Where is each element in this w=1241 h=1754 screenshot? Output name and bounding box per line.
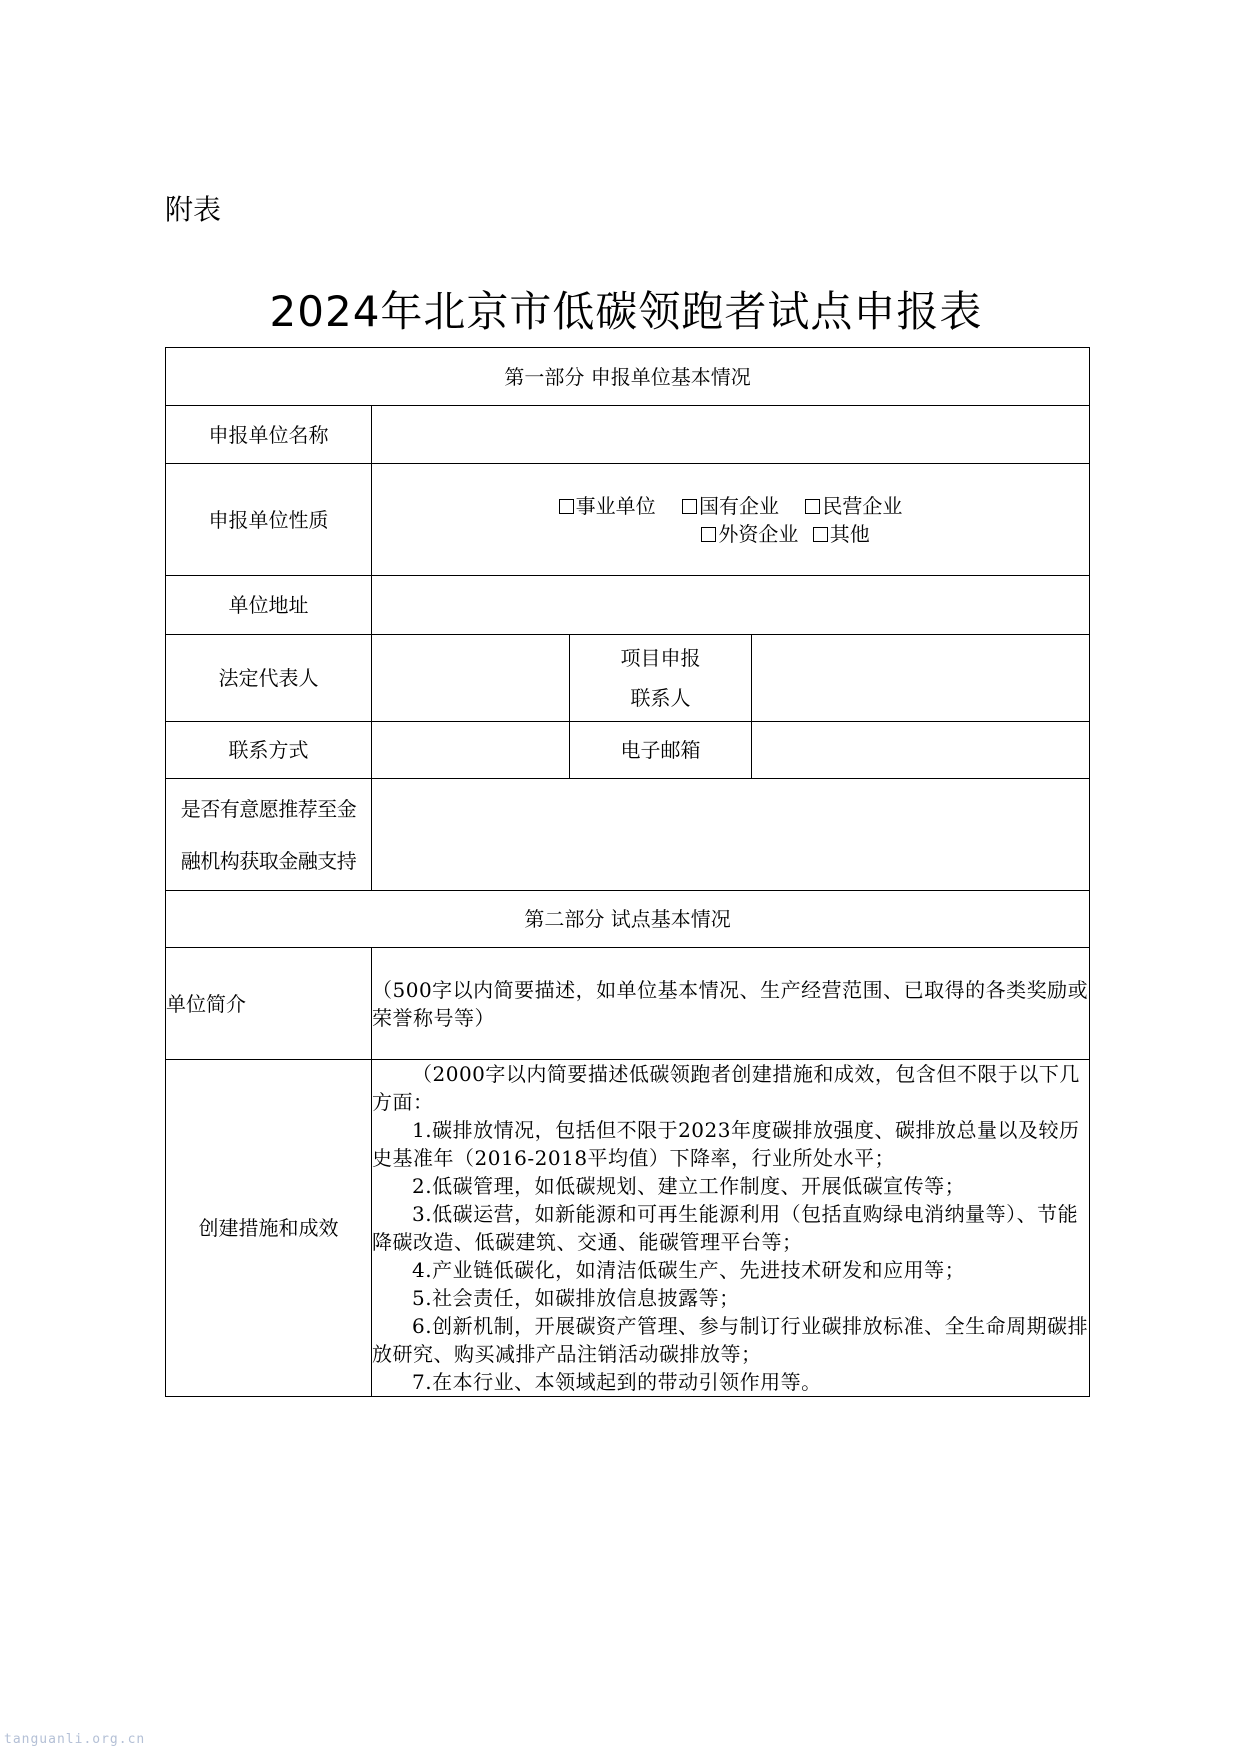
measures-item-1: 1.碳排放情况，包括但不限于2023年度碳排放强度、碳排放总量以及较历史基准年（2016-2018平均值）下降率，行业所处水平； bbox=[372, 1118, 1080, 1170]
option-label: 国有企业 bbox=[699, 493, 780, 518]
intro-label: 单位简介 bbox=[166, 948, 372, 1060]
section1-row bbox=[166, 348, 1090, 406]
intro-row bbox=[166, 948, 1090, 1060]
checkbox-icon[interactable] bbox=[805, 499, 820, 514]
option-other[interactable] bbox=[813, 520, 870, 548]
section2-title: 第二部分 试点基本情况 bbox=[166, 891, 1090, 948]
application-form bbox=[165, 347, 1090, 1397]
address-row bbox=[166, 576, 1090, 635]
measures-label: 创建措施和成效 bbox=[166, 1060, 372, 1397]
measures-item-6: 6.创新机制，开展碳资产管理、参与制订行业碳排放标准、全生命周期碳排放研究、购买减排产品注销活动碳排放等； bbox=[372, 1314, 1089, 1366]
watermark: tanguanli.org.cn bbox=[4, 1732, 146, 1747]
email-label: 电子邮箱 bbox=[570, 722, 752, 779]
option-foreign[interactable] bbox=[701, 520, 798, 548]
measures-text[interactable] bbox=[372, 1060, 1090, 1397]
contact-row bbox=[166, 722, 1090, 779]
email-field[interactable] bbox=[752, 722, 1090, 779]
measures-item-3: 3.低碳运营，如新能源和可再生能源利用（包括直购绿电消纳量等）、节能降碳改造、低碳建筑、交通、能碳管理平台等； bbox=[372, 1202, 1079, 1254]
unit-name-row bbox=[166, 406, 1090, 464]
checkbox-icon[interactable] bbox=[813, 527, 828, 542]
section1-title: 第一部分 申报单位基本情况 bbox=[166, 348, 1090, 406]
annex-label: 附表 bbox=[165, 193, 222, 226]
measures-item-4: 4.产业链低碳化，如清洁低碳生产、先进技术研发和应用等； bbox=[412, 1258, 966, 1282]
intro-text[interactable]: （500字以内简要描述，如单位基本情况、生产经营范围、已取得的各类奖励或荣誉称号等） bbox=[372, 948, 1090, 1060]
legal-rep-label: 法定代表人 bbox=[166, 635, 372, 722]
finance-label bbox=[166, 779, 372, 891]
unit-name-field[interactable] bbox=[372, 406, 1090, 464]
option-label: 外资企业 bbox=[718, 521, 799, 546]
checkbox-icon[interactable] bbox=[682, 499, 697, 514]
contact-person-field[interactable] bbox=[752, 635, 1090, 722]
option-label: 民营企业 bbox=[822, 493, 903, 518]
contact-field[interactable] bbox=[372, 722, 570, 779]
unit-type-label: 申报单位性质 bbox=[166, 464, 372, 576]
measures-item-7: 7.在本行业、本领域起到的带动引领作用等。 bbox=[412, 1370, 822, 1394]
address-field[interactable] bbox=[372, 576, 1090, 635]
measures-item-5: 5.社会责任，如碳排放信息披露等； bbox=[412, 1286, 740, 1310]
finance-label-line1: 是否有意愿推荐至金 bbox=[180, 796, 357, 821]
measures-intro: （2000字以内简要描述低碳领跑者创建措施和成效，包含但不限于以下几方面： bbox=[372, 1062, 1080, 1114]
contact-person-label-line2: 联系人 bbox=[630, 686, 691, 710]
contact-person-label-line1: 项目申报 bbox=[620, 646, 701, 670]
option-private[interactable] bbox=[805, 492, 902, 520]
finance-row bbox=[166, 779, 1090, 891]
contact-person-label bbox=[570, 635, 752, 722]
finance-label-line2: 融机构获取金融支持 bbox=[180, 848, 357, 873]
unit-type-row bbox=[166, 464, 1090, 576]
option-label: 事业单位 bbox=[575, 493, 656, 518]
legal-rep-row bbox=[166, 635, 1090, 722]
checkbox-icon[interactable] bbox=[701, 527, 716, 542]
measures-row bbox=[166, 1060, 1090, 1397]
unit-type-options-line2 bbox=[372, 520, 1089, 548]
unit-type-options-line1 bbox=[372, 492, 1089, 520]
option-public-institution[interactable] bbox=[559, 492, 656, 520]
finance-field[interactable] bbox=[372, 779, 1090, 891]
unit-type-options bbox=[372, 464, 1090, 576]
address-label: 单位地址 bbox=[166, 576, 372, 635]
document-title: 2024年北京市低碳领跑者试点申报表 bbox=[269, 287, 983, 336]
unit-name-label: 申报单位名称 bbox=[166, 406, 372, 464]
contact-label: 联系方式 bbox=[166, 722, 372, 779]
measures-item-2: 2.低碳管理，如低碳规划、建立工作制度、开展低碳宣传等； bbox=[412, 1174, 966, 1198]
checkbox-icon[interactable] bbox=[559, 499, 574, 514]
legal-rep-field[interactable] bbox=[372, 635, 570, 722]
option-state-owned[interactable] bbox=[682, 492, 779, 520]
option-label: 其他 bbox=[829, 521, 870, 546]
section2-row bbox=[166, 891, 1090, 948]
